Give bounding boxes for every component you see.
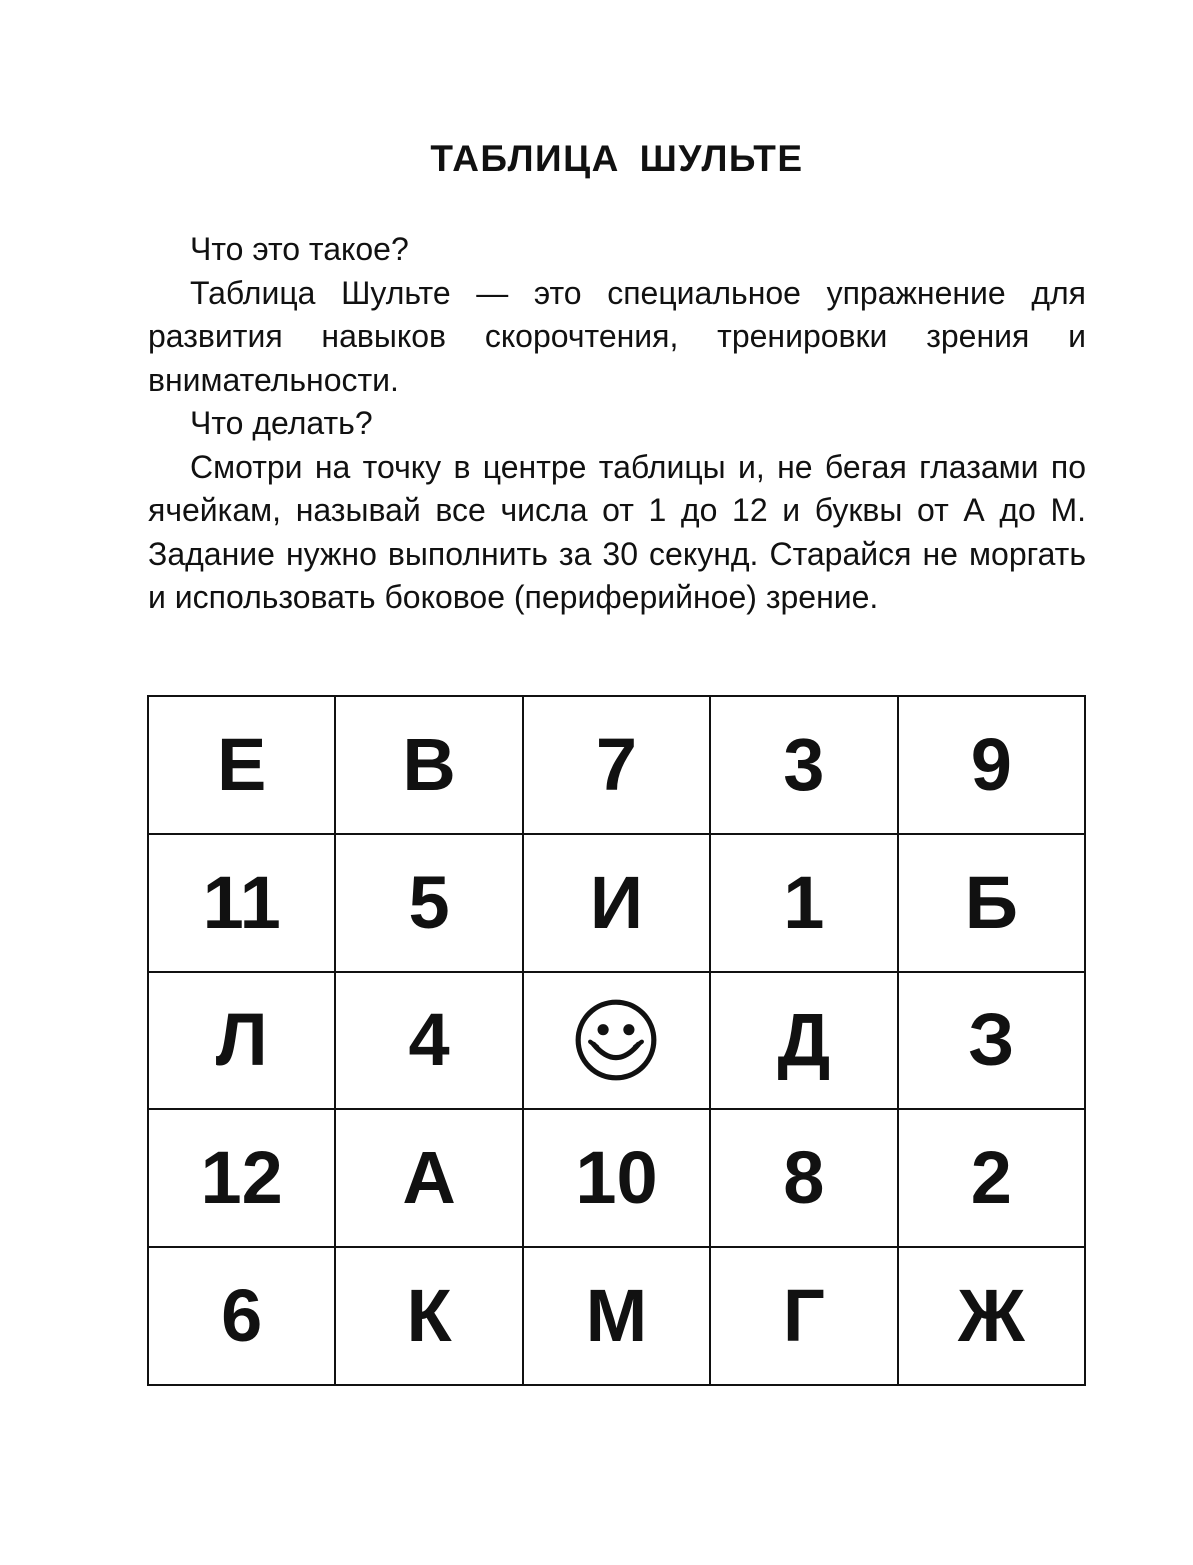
table-cell: И [523, 834, 710, 972]
table-cell: 11 [148, 834, 335, 972]
table-cell: З [898, 972, 1085, 1110]
table-cell: М [523, 1247, 710, 1385]
table-cell: Ж [898, 1247, 1085, 1385]
table-row [148, 972, 1085, 1110]
table-cell: 12 [148, 1109, 335, 1247]
table-cell: 10 [523, 1109, 710, 1247]
table-row [148, 1247, 1085, 1385]
table-cell: 8 [710, 1109, 897, 1247]
table-row [148, 1109, 1085, 1247]
smiley-icon [573, 997, 659, 1083]
page-title: ТАБЛИЦА ШУЛЬТЕ [430, 138, 804, 179]
table-cell: Е [148, 696, 335, 834]
table-cell: Г [710, 1247, 897, 1385]
table-cell: В [335, 696, 522, 834]
question-what-is-it: Что это такое? [190, 231, 409, 267]
table-cell: А [335, 1109, 522, 1247]
table-cell: 3 [710, 696, 897, 834]
question-what-to-do: Что делать? [190, 405, 373, 441]
task-paragraph: Смотри на точку в центре таблицы и, не бегая глазами по ячейкам, называй все числа от 1 до 12 и буквы от А до М. Задание нужно выполнить за 30 секунд. Старайся не моргать и использовать боковое (периферийное) зрение. [148, 448, 1086, 615]
table-row [148, 834, 1085, 972]
table-cell: 7 [523, 696, 710, 834]
schulte-table [147, 695, 1086, 1386]
table-cell: 9 [898, 696, 1085, 834]
table-cell: Д [710, 972, 897, 1110]
definition-paragraph: Таблица Шульте — это специальное упражнение для развития навыков скорочтения, тренировки зрения и внимательности. [148, 274, 1086, 398]
table-cell: 2 [898, 1109, 1085, 1247]
table-cell: 6 [148, 1247, 335, 1385]
table-cell: 4 [335, 972, 522, 1110]
instructions [148, 228, 1086, 620]
table-cell: 1 [710, 834, 897, 972]
table-row [148, 696, 1085, 834]
table-cell: Б [898, 834, 1085, 972]
table-cell: Л [148, 972, 335, 1110]
table-cell: 5 [335, 834, 522, 972]
center-cell [523, 972, 710, 1110]
table-cell: К [335, 1247, 522, 1385]
